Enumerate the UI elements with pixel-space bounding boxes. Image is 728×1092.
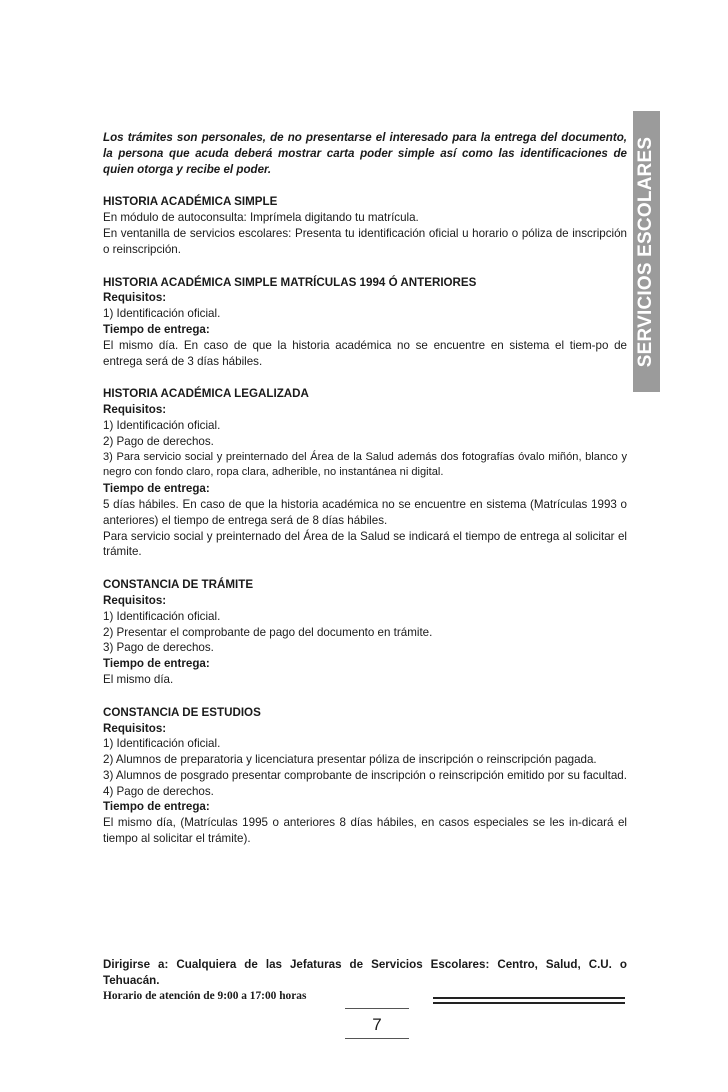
requisito-item: 1) Identificación oficial. — [103, 307, 221, 321]
requisitos-label: Requisitos: — [103, 403, 167, 417]
footer-hours: Horario de atención de 9:00 a 17:00 horas — [103, 989, 307, 1002]
side-tab-label: SERVICIOS ESCOLARES — [635, 136, 657, 367]
requisito-item: 3) Para servicio social y preinternado del Área de la Salud además dos fotografías óvalo miñón, blanco y negro con fondo claro, ropa clara, adherible, no instantánea ni digital. — [103, 450, 627, 479]
section-historia-simple — [103, 194, 627, 257]
requisito-item: 2) Alumnos de preparatoria y licenciatura presentar póliza de inscripción o reinscripción pagada. — [103, 753, 597, 767]
main-content — [103, 130, 627, 864]
requisitos-label: Requisitos: — [103, 291, 167, 305]
page-number-top-rule — [345, 1008, 409, 1009]
footer-rule-line — [433, 1002, 625, 1004]
side-tab-label-wrap — [633, 111, 660, 392]
tiempo-label: Tiempo de entrega: — [103, 657, 210, 671]
requisito-item: 3) Alumnos de posgrado presentar comprobante de inscripción o reinscripción emitido por su facultad. — [103, 768, 627, 782]
page-number: 7 — [372, 1015, 382, 1034]
section-title: CONSTANCIA DE TRÁMITE — [103, 578, 254, 592]
requisito-item: 2) Pago de derechos. — [103, 434, 214, 448]
tiempo-text: El mismo día. — [103, 672, 174, 686]
footer-double-rule — [433, 997, 625, 1007]
requisitos-label: Requisitos: — [103, 721, 167, 735]
section-line: En ventanilla de servicios escolares: Presenta tu identificación oficial u horario o póliza de inscripción o reinscripción. — [103, 226, 627, 256]
requisito-item: 1) Identificación oficial. — [103, 737, 221, 751]
section-historia-1994 — [103, 275, 627, 370]
section-line: En módulo de autoconsulta: Imprímela digitando tu matrícula. — [103, 211, 419, 225]
tiempo-text: El mismo día, (Matrículas 1995 o anteriores 8 días hábiles, en casos especiales se les in-dicará el tiempo al solicitar el trámite). — [103, 816, 627, 846]
footer-direction: Dirigirse a: Cualquiera de las Jefaturas de Servicios Escolares: Centro, Salud, C.U. o Tehuacán. — [103, 958, 627, 987]
tiempo-text: 5 días hábiles. En caso de que la historia académica no se encuentre en sistema (Matrículas 1993 o anteriores) el tiempo de entrega será de 8 días hábiles. — [103, 497, 627, 527]
requisito-item: 1) Identificación oficial. — [103, 418, 221, 432]
requisito-item: 2) Presentar el comprobante de pago del documento en trámite. — [103, 625, 433, 639]
requisito-item: 4) Pago de derechos. — [103, 784, 214, 798]
tiempo-label: Tiempo de entrega: — [103, 482, 210, 496]
section-constancia-tramite — [103, 577, 627, 688]
section-title: HISTORIA ACADÉMICA SIMPLE MATRÍCULAS 1994 Ó ANTERIORES — [103, 275, 477, 289]
footer-rule-line — [433, 997, 625, 999]
section-title: HISTORIA ACADÉMICA SIMPLE — [103, 195, 278, 209]
section-constancia-estudios — [103, 705, 627, 847]
requisito-item: 3) Pago de derechos. — [103, 641, 214, 655]
section-title: HISTORIA ACADÉMICA LEGALIZADA — [103, 387, 309, 401]
tiempo-label: Tiempo de entrega: — [103, 322, 210, 336]
tiempo-label: Tiempo de entrega: — [103, 800, 210, 814]
tiempo-text: El mismo día. En caso de que la historia académica no se encuentre en sistema el tiem-po de entrega será de 3 días hábiles. — [103, 338, 627, 368]
section-historia-legalizada — [103, 386, 627, 560]
page-number-bottom-rule — [345, 1038, 409, 1039]
intro-note: Los trámites son personales, de no presentarse el interesado para la entrega del documento, la persona que acuda deberá mostrar carta poder simple así como las identificaciones de quien otorga y recibe el poder. — [103, 131, 627, 176]
requisito-item: 1) Identificación oficial. — [103, 609, 221, 623]
section-title: CONSTANCIA DE ESTUDIOS — [103, 705, 261, 719]
requisitos-label: Requisitos: — [103, 593, 167, 607]
tiempo-text: Para servicio social y preinternado del Área de la Salud se indicará el tiempo de entrega al solicitar el trámite. — [103, 529, 627, 559]
